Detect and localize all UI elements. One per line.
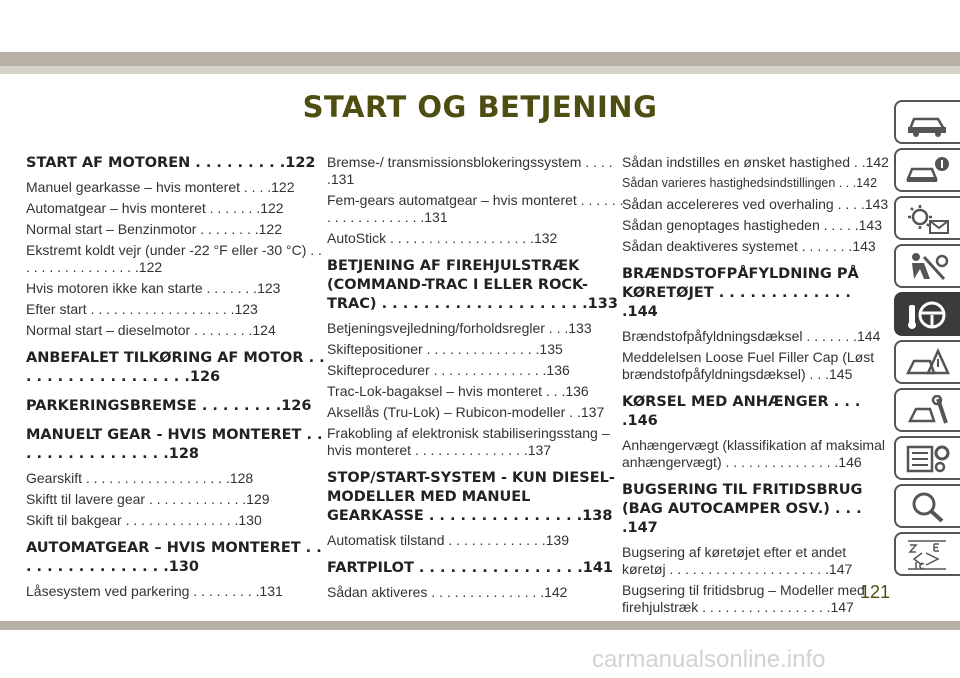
toc-heading[interactable]: BETJENING AF FIREHJULSTRÆK (COMMAND-TRAC I ELLER ROCK-TRAC) . . . . . . . . . . . . . . . . . . . .133 [327, 258, 618, 312]
bottom-band [0, 621, 960, 630]
car-info-icon [904, 155, 950, 187]
service-tools-icon [904, 395, 950, 427]
toc-heading[interactable]: PARKERINGSBREMSE . . . . . . . .126 [26, 398, 312, 414]
magnifier-icon [904, 491, 950, 523]
chapter-tab-warning-lights[interactable] [894, 196, 960, 240]
toc-entry[interactable]: Skift til bakgear . . . . . . . . . . . . . . .130 [26, 512, 262, 528]
toc-entry[interactable]: Manuel gearkasse – hvis monteret . . . .122 [26, 179, 295, 195]
toc-entry[interactable]: AutoStick . . . . . . . . . . . . . . . . . . .132 [327, 230, 558, 246]
warning-lights-icon [904, 203, 950, 235]
toc-entry[interactable]: Skiftt til lavere gear . . . . . . . . . . . . .129 [26, 491, 270, 507]
toc-entry[interactable]: Sådan deaktiveres systemet . . . . . . .143 [622, 238, 876, 254]
chapter-tab-car[interactable] [894, 100, 960, 144]
toc-entry[interactable]: Normal start – Benzinmotor . . . . . . . .122 [26, 221, 282, 237]
toc-entry[interactable]: Automatgear – hvis monteret . . . . . . .122 [26, 200, 284, 216]
top-band-light [0, 66, 960, 74]
toc-column-1 [26, 154, 326, 604]
chapter-tab-settings[interactable] [894, 436, 960, 480]
chapter-tab-service[interactable] [894, 388, 960, 432]
toc-column-3 [622, 154, 890, 620]
toc-entry[interactable]: Bremse-/ transmissionsblokeringssystem . . . . .131 [327, 154, 613, 187]
toc-entry[interactable]: Anhængervægt (klassifikation af maksimal anhængervægt) . . . . . . . . . . . . . . .146 [622, 437, 885, 470]
toc-heading[interactable]: START AF MOTOREN . . . . . . . . .122 [26, 155, 316, 171]
toc-entry[interactable]: Sådan genoptages hastigheden . . . . .143 [622, 217, 882, 233]
emergency-icon [904, 347, 950, 379]
toc-entry[interactable]: Skifteprocedurer . . . . . . . . . . . . . . .136 [327, 362, 570, 378]
page-title: START OG BETJENING [302, 90, 658, 124]
chapter-tab-starting-operating[interactable] [894, 292, 960, 336]
toc-column-2 [327, 154, 627, 605]
toc-entry[interactable]: Sådan aktiveres . . . . . . . . . . . . . . .142 [327, 584, 568, 600]
chapter-tab-search[interactable] [894, 484, 960, 528]
toc-entry[interactable]: Fem-gears automatgear – hvis monteret . . . . . . . . . . . . . . . . . . .131 [327, 192, 624, 225]
toc-entry[interactable]: Betjeningsvejledning/forholdsregler . . .133 [327, 320, 592, 336]
safety-icon [904, 251, 950, 283]
toc-entry[interactable]: Bugsering af køretøjet efter et andet køretøj . . . . . . . . . . . . . . . . . . . . .147 [622, 544, 853, 577]
toc-entry[interactable]: Normal start – dieselmotor . . . . . . . .124 [26, 322, 276, 338]
toc-entry[interactable]: Automatisk tilstand . . . . . . . . . . . . .139 [327, 532, 569, 548]
steering-wheel-icon [904, 299, 950, 331]
toc-entry[interactable]: Brændstofpåfyldningsdæksel . . . . . . .144 [622, 328, 881, 344]
toc-entry[interactable]: Trac-Lok-bagaksel – hvis monteret . . .136 [327, 383, 589, 399]
toc-entry[interactable]: Meddelelsen Loose Fuel Filler Cap (Løst brændstofpåfyldningsdæksel) . . .145 [622, 349, 875, 382]
chapter-tab-safety[interactable] [894, 244, 960, 288]
chapter-tab-car-info[interactable] [894, 148, 960, 192]
toc-heading[interactable]: BRÆNDSTOFPÅFYLDNING PÅ KØRETØJET . . . . . . . . . . . . . .144 [622, 266, 859, 320]
toc-heading[interactable]: BUGSERING TIL FRITIDSBRUG (BAG AUTOCAMPER OSV.) . . . .147 [622, 482, 863, 536]
toc-entry[interactable]: Ekstremt koldt vejr (under -22 °F eller -30 °C) . . . . . . . . . . . . . . . . .122 [26, 242, 322, 275]
toc-heading[interactable]: MANUELT GEAR - HVIS MONTERET . . . . . . . . . . . . . . . .128 [26, 427, 323, 462]
toc-heading[interactable]: STOP/START-SYSTEM - KUN DIESEL-MODELLER MED MANUEL GEARKASSE . . . . . . . . . . . . . . .138 [327, 470, 615, 524]
toc-heading[interactable]: FARTPILOT . . . . . . . . . . . . . . . .141 [327, 560, 613, 576]
chapter-tab-index[interactable] [894, 532, 960, 576]
toc-heading[interactable]: AUTOMATGEAR – HVIS MONTERET . . . . . . . . . . . . . . . .130 [26, 540, 322, 575]
chapter-tab-emergency[interactable] [894, 340, 960, 384]
watermark: carmanualsonline.info [592, 646, 826, 673]
toc-entry[interactable]: Sådan accelereres ved overhaling . . . .143 [622, 196, 889, 212]
top-band [0, 52, 960, 66]
toc-entry[interactable]: Låsesystem ved parkering . . . . . . . . .131 [26, 583, 283, 599]
toc-heading[interactable]: KØRSEL MED ANHÆNGER . . . .146 [622, 394, 861, 429]
toc-entry[interactable]: Skiftepositioner . . . . . . . . . . . . . . .135 [327, 341, 563, 357]
settings-list-icon [904, 443, 950, 475]
toc-entry[interactable]: Aksellås (Tru-Lok) – Rubicon-modeller . .137 [327, 404, 605, 420]
toc-entry[interactable]: Frakobling af elektronisk stabiliseringsstang – hvis monteret . . . . . . . . . . . . . . .137 [327, 425, 610, 458]
toc-entry[interactable]: Efter start . . . . . . . . . . . . . . . . . . .123 [26, 301, 258, 317]
toc-entry[interactable]: Hvis motoren ikke kan starte . . . . . . .123 [26, 280, 281, 296]
alphabet-index-icon [904, 539, 950, 571]
toc-heading[interactable]: ANBEFALET TILKØRING AF MOTOR . . . . . . . . . . . . . . . . . .126 [26, 350, 325, 385]
toc-entry[interactable]: Sådan indstilles en ønsket hastighed . .142 [622, 154, 889, 170]
toc-entry[interactable]: Sådan varieres hastighedsindstillingen . . .142 [622, 176, 878, 190]
toc-entry[interactable]: Bugsering til fritidsbrug – Modeller med firehjulstræk . . . . . . . . . . . . . . . . .147 [622, 582, 865, 615]
car-icon [904, 107, 950, 139]
page-number: 121 [860, 582, 891, 602]
toc-entry[interactable]: Gearskift . . . . . . . . . . . . . . . . . . .128 [26, 470, 254, 486]
